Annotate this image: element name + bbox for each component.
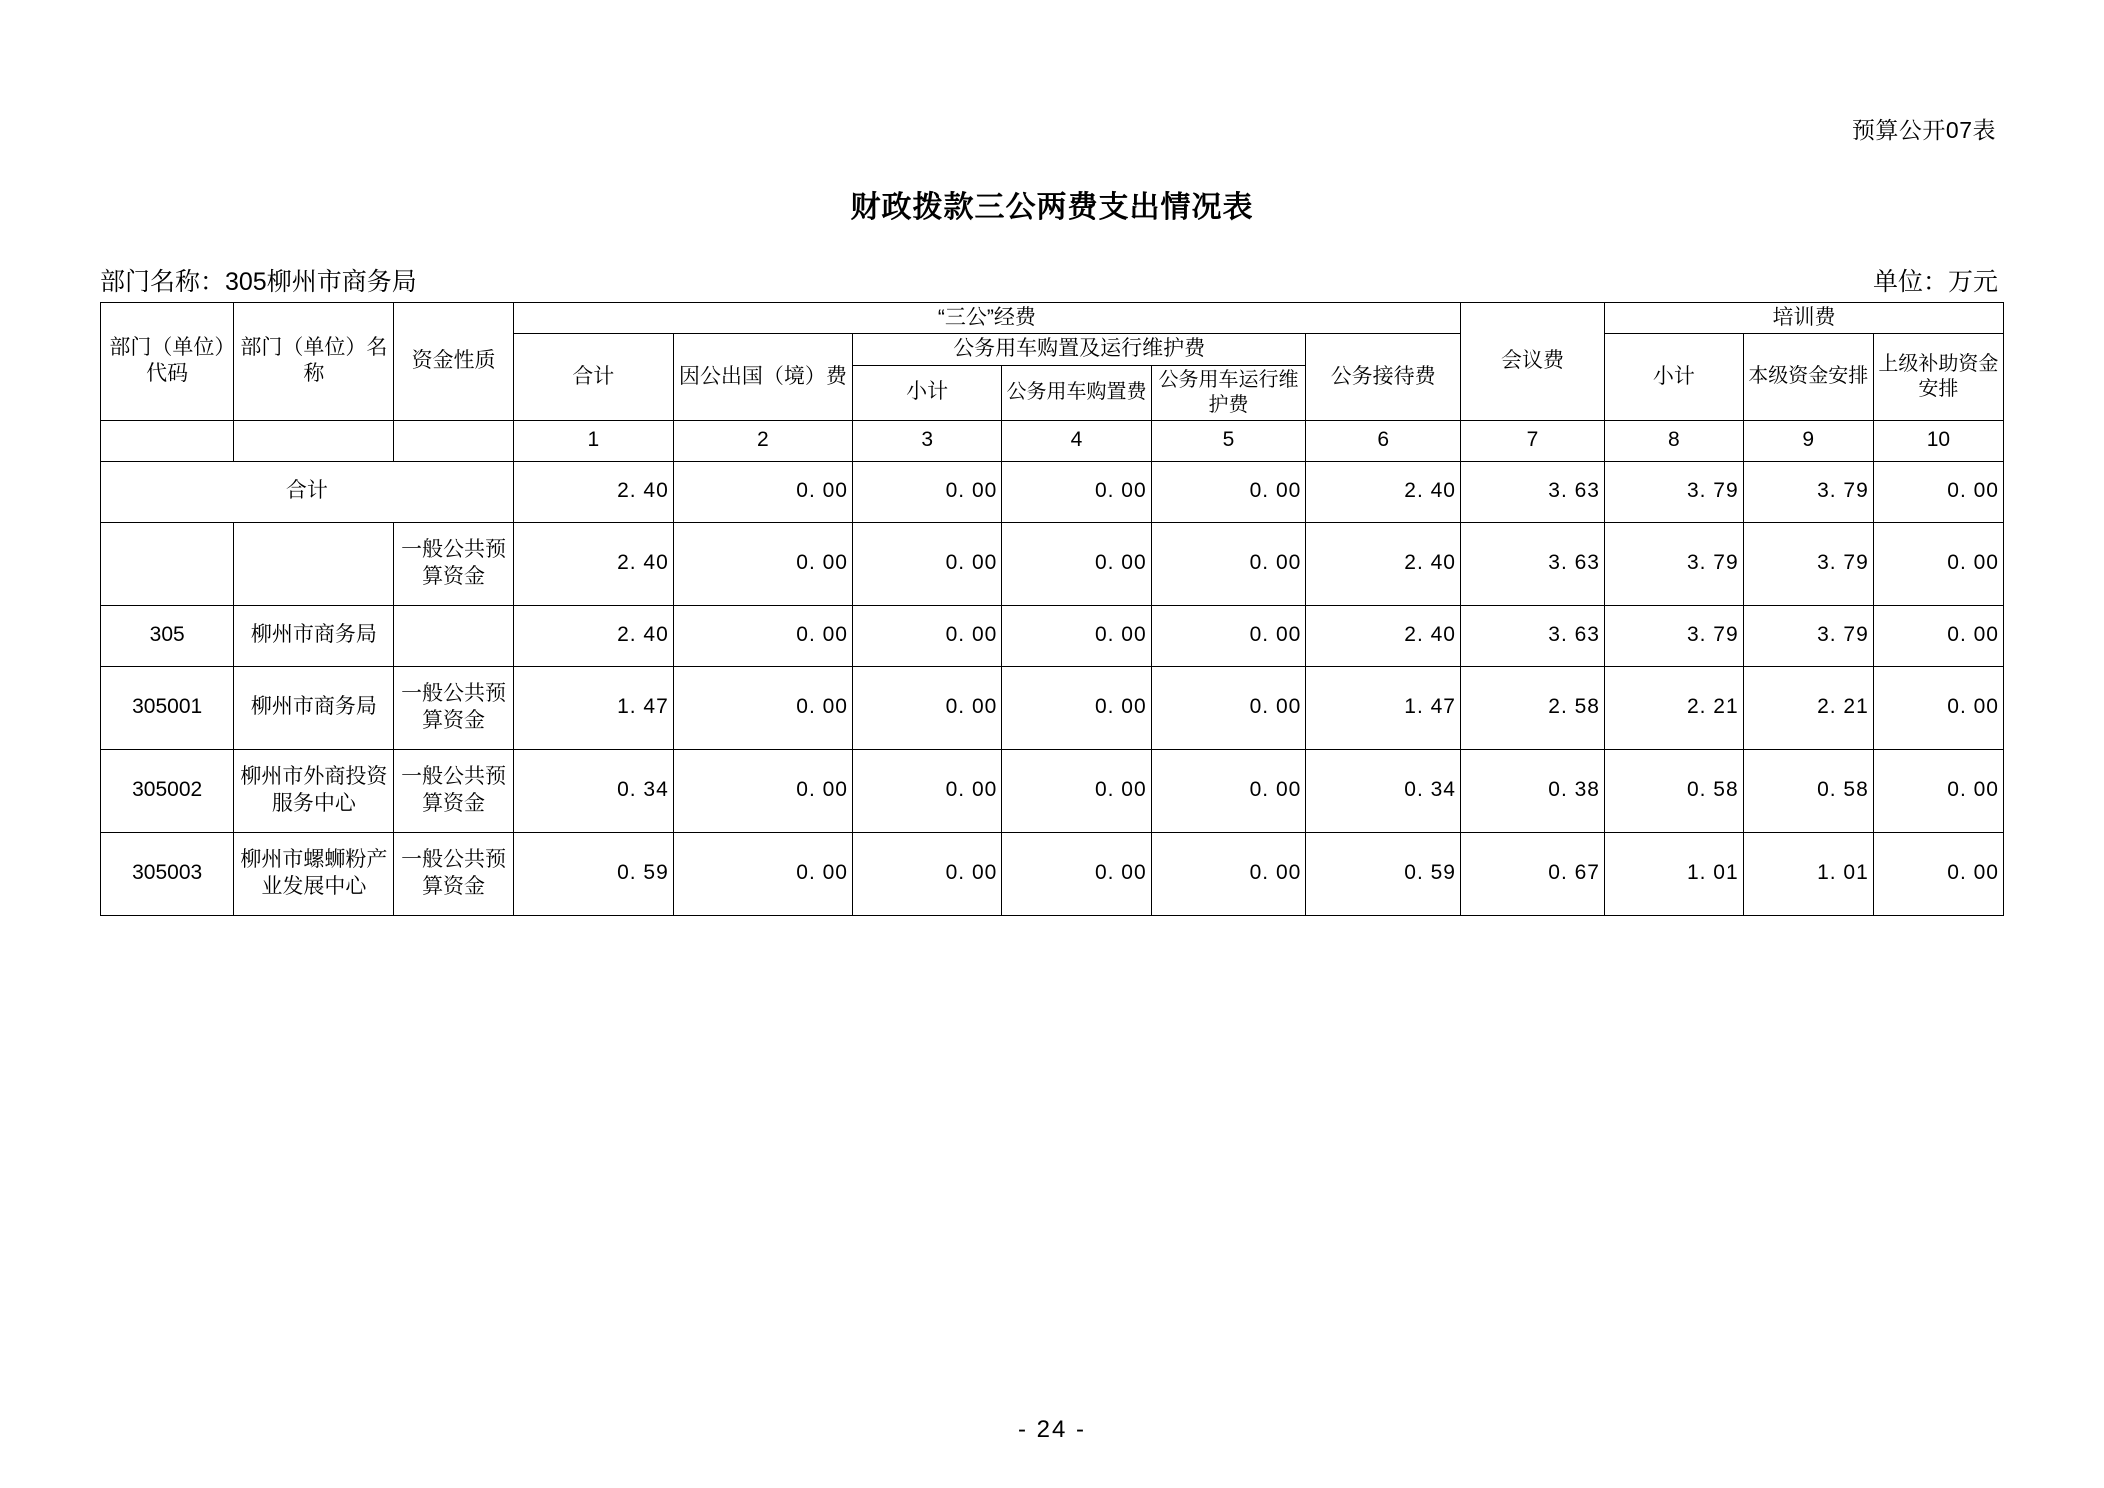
form-number-label: 预算公开07表 [1851,117,1996,143]
cell-training-upper: 0. 00 [1873,605,2003,666]
header-sangong-group: “三公”经费 [513,303,1460,334]
cell-training-upper: 0. 00 [1873,749,2003,832]
page-number: - 24 - [1017,1416,1086,1443]
cell-abroad: 0. 00 [673,749,852,832]
cell-vehicle-maintain: 0. 00 [1151,832,1306,915]
cell-training-local: 3. 79 [1743,605,1873,666]
header-meeting-fee: 会议费 [1461,303,1605,421]
cell-training-local: 0. 58 [1743,749,1873,832]
cell-fund-nature [394,605,513,666]
cell-training-local: 1. 01 [1743,832,1873,915]
index-3: 3 [853,420,1002,461]
cell-abroad: 0. 00 [673,522,852,605]
cell-vehicle-purchase: 0. 00 [1002,749,1151,832]
cell-sangong-total: 1. 47 [513,666,673,749]
cell-vehicle-purchase: 0. 00 [1002,605,1151,666]
cell-dept-name: 柳州市商务局 [234,666,394,749]
cell-dept-code: 305001 [101,666,234,749]
table-row [101,666,2004,749]
cell-training-sub: 2. 21 [1605,666,1744,749]
cell-fund-nature: 一般公共预算资金 [394,832,513,915]
row-total-label: 合计 [101,461,514,522]
cell-abroad: 0. 00 [673,666,852,749]
table-row [101,832,2004,915]
header-reception-fee: 公务接待费 [1306,334,1461,420]
header-sangong-total: 合计 [513,334,673,420]
cell-vehicle-purchase: 0. 00 [1002,522,1151,605]
cell-training-upper: 0. 00 [1873,522,2003,605]
cell-training-local: 2. 21 [1743,666,1873,749]
cell-vehicle-purchase: 0. 00 [1002,666,1151,749]
cell-sangong-total: 0. 34 [513,749,673,832]
cell-abroad: 0. 00 [673,605,852,666]
cell-reception: 2. 40 [1306,522,1461,605]
cell-training-local: 3. 79 [1743,461,1873,522]
index-7: 7 [1461,420,1605,461]
cell-dept-name: 柳州市商务局 [234,605,394,666]
cell-reception: 0. 59 [1306,832,1461,915]
index-blank-1 [101,420,234,461]
cell-fund-nature: 一般公共预算资金 [394,749,513,832]
cell-meeting: 3. 63 [1461,461,1605,522]
index-6: 6 [1306,420,1461,461]
header-training-local: 本级资金安排 [1743,334,1873,420]
index-5: 5 [1151,420,1306,461]
meta-row [100,262,2004,298]
page-title: 财政拨款三公两费支出情况表 [850,191,1254,224]
cell-dept-name: 柳州市螺蛳粉产业发展中心 [234,832,394,915]
budget-table [100,302,2004,916]
cell-vehicle-maintain: 0. 00 [1151,666,1306,749]
cell-training-sub: 3. 79 [1605,522,1744,605]
cell-vehicle-sub: 0. 00 [853,749,1002,832]
cell-meeting: 3. 63 [1461,522,1605,605]
index-1: 1 [513,420,673,461]
cell-dept-code: 305 [101,605,234,666]
cell-vehicle-sub: 0. 00 [853,832,1002,915]
cell-vehicle-sub: 0. 00 [853,461,1002,522]
table-row [101,522,2004,605]
cell-vehicle-sub: 0. 00 [853,605,1002,666]
budget-table-wrapper [100,302,2004,916]
cell-dept-code: 305002 [101,749,234,832]
cell-vehicle-maintain: 0. 00 [1151,522,1306,605]
header-vehicle-purchase: 公务用车购置费 [1002,365,1151,420]
cell-vehicle-maintain: 0. 00 [1151,605,1306,666]
cell-reception: 2. 40 [1306,605,1461,666]
table-row [101,749,2004,832]
index-4: 4 [1002,420,1151,461]
unit-label: 单位：万元 [1872,268,1998,296]
index-blank-3 [394,420,513,461]
department-name-label: 部门名称：305柳州市商务局 [100,268,417,296]
cell-meeting: 3. 63 [1461,605,1605,666]
cell-dept-name: 柳州市外商投资服务中心 [234,749,394,832]
header-fund-nature: 资金性质 [394,303,513,421]
cell-sangong-total: 2. 40 [513,522,673,605]
index-blank-2 [234,420,394,461]
cell-reception: 1. 47 [1306,666,1461,749]
cell-abroad: 0. 00 [673,832,852,915]
cell-training-sub: 3. 79 [1605,605,1744,666]
index-8: 8 [1605,420,1744,461]
cell-vehicle-sub: 0. 00 [853,666,1002,749]
table-row [101,605,2004,666]
index-10: 10 [1873,420,2003,461]
cell-training-upper: 0. 00 [1873,832,2003,915]
cell-sangong-total: 0. 59 [513,832,673,915]
cell-dept-code [101,522,234,605]
cell-reception: 2. 40 [1306,461,1461,522]
cell-training-sub: 1. 01 [1605,832,1744,915]
cell-vehicle-purchase: 0. 00 [1002,461,1151,522]
cell-meeting: 0. 38 [1461,749,1605,832]
cell-abroad: 0. 00 [673,461,852,522]
cell-training-local: 3. 79 [1743,522,1873,605]
header-dept-code: 部门（单位）代码 [101,303,234,421]
header-training-sub: 小计 [1605,334,1744,420]
cell-fund-nature: 一般公共预算资金 [394,666,513,749]
cell-training-upper: 0. 00 [1873,461,2003,522]
header-dept-name: 部门（单位）名称 [234,303,394,421]
cell-meeting: 0. 67 [1461,832,1605,915]
cell-vehicle-maintain: 0. 00 [1151,749,1306,832]
cell-vehicle-maintain: 0. 00 [1151,461,1306,522]
header-abroad-fee: 因公出国（境）费 [673,334,852,420]
index-9: 9 [1743,420,1873,461]
table-row [101,461,2004,522]
header-vehicle-maintain: 公务用车运行维护费 [1151,365,1306,420]
cell-vehicle-purchase: 0. 00 [1002,832,1151,915]
cell-dept-code: 305003 [101,832,234,915]
header-vehicle-sub: 小计 [853,365,1002,420]
cell-sangong-total: 2. 40 [513,461,673,522]
cell-dept-name [234,522,394,605]
cell-vehicle-sub: 0. 00 [853,522,1002,605]
cell-reception: 0. 34 [1306,749,1461,832]
header-training-group: 培训费 [1605,303,2004,334]
cell-fund-nature: 一般公共预算资金 [394,522,513,605]
column-index-row [101,420,2004,461]
header-training-upper: 上级补助资金安排 [1873,334,2003,420]
cell-meeting: 2. 58 [1461,666,1605,749]
cell-sangong-total: 2. 40 [513,605,673,666]
cell-training-upper: 0. 00 [1873,666,2003,749]
cell-training-sub: 0. 58 [1605,749,1744,832]
cell-training-sub: 3. 79 [1605,461,1744,522]
header-vehicle-group: 公务用车购置及运行维护费 [853,334,1306,365]
index-2: 2 [673,420,852,461]
